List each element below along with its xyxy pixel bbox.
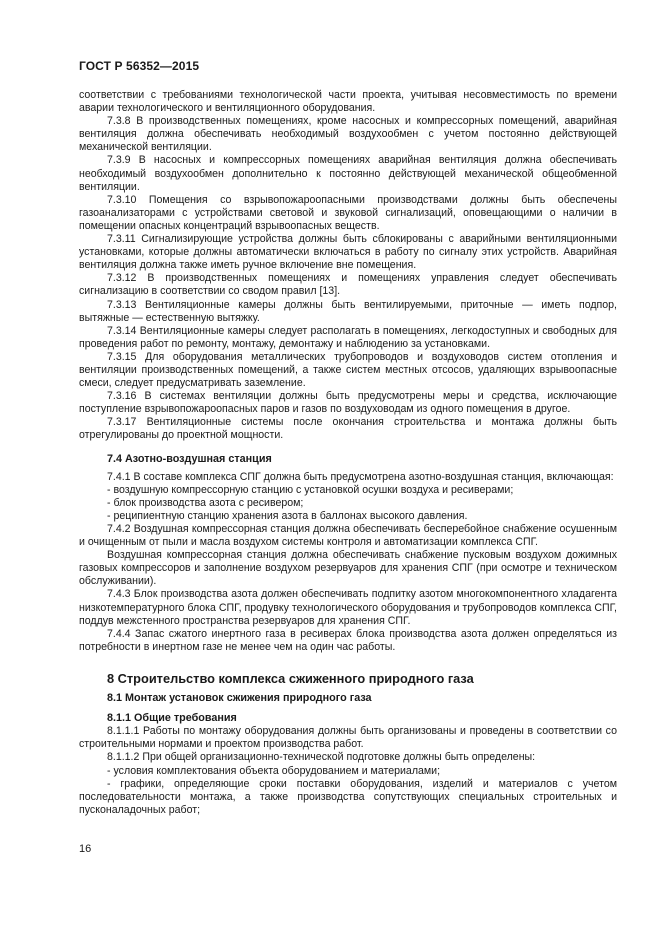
section-heading-7-4: 7.4 Азотно-воздушная станция bbox=[107, 452, 272, 465]
list-item: - реципиентную станцию хранения азота в баллонах высокого давления. bbox=[107, 509, 468, 522]
paragraph-7-3-9: 7.3.9 В насосных и компрессорных помещениях аварийная вентиляция должна обеспечивать необходимый воздухообмен дополнительно к постоянно действующей механической общеобменной вентиляции. bbox=[79, 154, 617, 193]
paragraph-8-1-1-2: 8.1.1.2 При общей организационно-технической подготовке должны быть определены: bbox=[107, 751, 536, 764]
paragraph-7-3-14: 7.3.14 Вентиляционные камеры следует располагать в помещениях, легкодоступных и свободных для проведения работ по ремонту, монтажу, демонтажу и наблюдению за установками. bbox=[79, 324, 617, 350]
paragraph-8-1-1-1: 8.1.1.1 Работы по монтажу оборудования должны быть организованы и проведены в соответствии со строительными нормами и проектом производства работ. bbox=[79, 725, 617, 751]
paragraph-7-3-15: 7.3.15 Для оборудования металлических трубопроводов и воздуховодов систем отопления и вентиляции производственных помещений, а также систем местных отсосов, удаляющих взрывоопасные смеси, следует предусматривать заземление. bbox=[79, 350, 617, 390]
list-item: - воздушную компрессорную станцию с установкой осушки воздуха и ресиверами; bbox=[107, 483, 514, 496]
paragraph-7-4-2: 7.4.2 Воздушная компрессорная станция должна обеспечивать бесперебойное снабжение осушенным и очищенным от пыли и масла воздухом системы контроля и автоматизации комплекса СПГ. bbox=[79, 523, 617, 549]
section-heading-8-1-1: 8.1.1 Общие требования bbox=[107, 712, 237, 725]
paragraph-7-4-3: 7.4.3 Блок производства азота должен обеспечивать подпитку азотом многокомпонентного хладагента низкотемпературного блока СПГ, продувку технологического оборудования и трубопроводов комплекса СПГ, поддув межстенного пространства резервуаров для хранения СПГ. bbox=[79, 588, 617, 627]
list-item: - блок производства азота с ресивером; bbox=[107, 496, 304, 509]
paragraph-7-3-17: 7.3.17 Вентиляционные системы после окончания строительства и монтажа должны быть отрегулированы до проектной мощности. bbox=[79, 416, 617, 442]
paragraph: Воздушная компрессорная станция должна обеспечивать снабжение пусковым воздухом дожимных газовых компрессоров и заполнение воздухом резервуаров для хранения СПГ (при осмотре и техническом обслуживании). bbox=[79, 549, 617, 588]
paragraph-7-3-11: 7.3.11 Сигнализирующие устройства должны быть сблокированы с аварийными вентиляционными установками, которые должны автоматически включаться в работу по сигналу этих устройств. Аварийная вентиляция должна также иметь ручное включение вне помещения. bbox=[79, 233, 617, 272]
list-item: - условия комплектования объекта оборудованием и материалами; bbox=[107, 764, 441, 777]
paragraph-7-3-16: 7.3.16 В системах вентиляции должны быть предусмотрены меры и средства, исключающие поступление взрывопожароопасных паров и газов по воздуховодам из одного помещения в другое. bbox=[79, 390, 617, 416]
document-header: ГОСТ Р 56352—2015 bbox=[79, 59, 200, 73]
section-heading-8-1: 8.1 Монтаж установок сжижения природного газа bbox=[107, 692, 372, 705]
paragraph-7-4-4: 7.4.4 Запас сжатого инертного газа в ресиверах блока производства азота должен определяться из потребности в инертном газе не менее чем на один час работы. bbox=[79, 627, 617, 653]
page-body bbox=[79, 89, 617, 817]
section-heading-8: 8 Строительство комплекса сжиженного природного газа bbox=[107, 670, 474, 686]
paragraph: соответствии с требованиями технологической части проекта, учитывая несовместимость по времени аварии технологического и вентиляционного оборудования. bbox=[79, 89, 617, 115]
page-number: 16 bbox=[79, 843, 92, 855]
paragraph-7-3-10: 7.3.10 Помещения со взрывопожароопасными производствами должны быть обеспечены газоанализаторами с устройствами световой и звуковой сигнализаций, оповещающими о наличии в помещении опасных концентраций взрывоопасных веществ. bbox=[79, 193, 617, 232]
paragraph-7-4-1: 7.4.1 В составе комплекса СПГ должна быть предусмотрена азотно-воздушная станция, включающая: bbox=[107, 470, 614, 483]
list-item: - графики, определяющие сроки поставки оборудования, изделий и материалов с учетом последовательности монтажа, а также производства сопутствующих специальных строительных и пусконаладочных работ; bbox=[79, 777, 617, 816]
paragraph-7-3-8: 7.3.8 В производственных помещениях, кроме насосных и компрессорных помещений, аварийная вентиляция должна обеспечивать необходимый воздухообмен с учетом постоянно действующей механической вентиляции. bbox=[79, 115, 617, 154]
paragraph-7-3-12: 7.3.12 В производственных помещениях и помещениях управления следует обеспечивать сигнализацию в соответствии со сводом правил [13]. bbox=[79, 272, 617, 298]
paragraph-7-3-13: 7.3.13 Вентиляционные камеры должны быть вентилируемыми, приточные — иметь подпор, вытяжные — естественную вытяжку. bbox=[79, 298, 617, 324]
